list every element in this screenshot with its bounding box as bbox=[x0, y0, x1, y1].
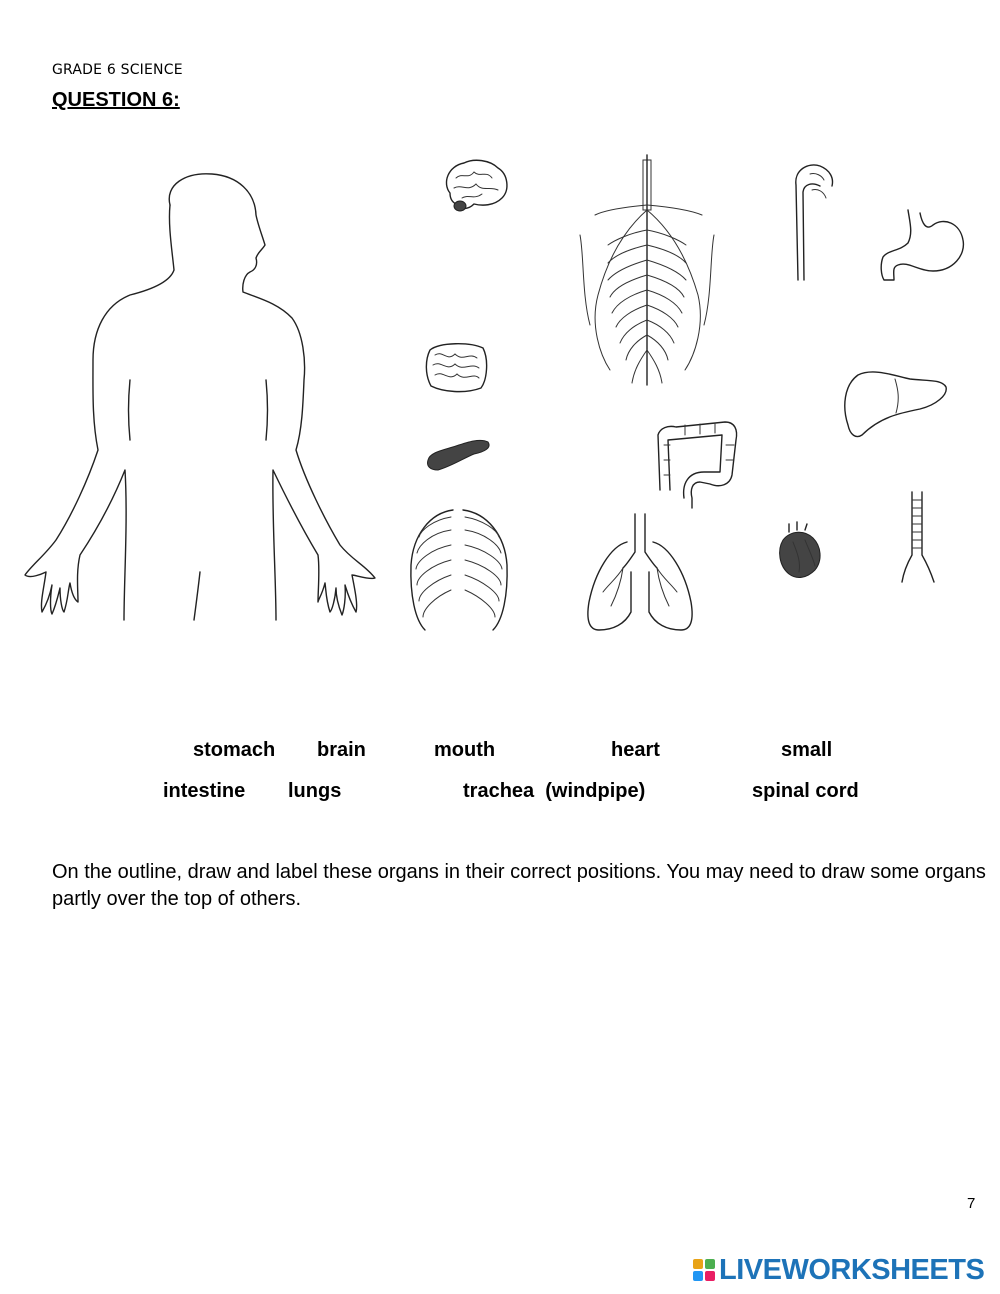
liver-illustration bbox=[840, 365, 950, 440]
word-spinal-cord: spinal cord bbox=[752, 780, 859, 802]
heart-illustration bbox=[775, 522, 825, 582]
brain-illustration bbox=[442, 158, 512, 218]
word-trachea: trachea (windpipe) bbox=[463, 780, 646, 802]
pancreas-illustration bbox=[424, 432, 494, 472]
instructions-text: On the outline, draw and label these organs in their correct positions. You may need to draw some organs partly over the top of others. bbox=[52, 861, 986, 910]
large-intestine-illustration bbox=[650, 410, 745, 515]
question-title: QUESTION 6: bbox=[52, 89, 180, 111]
logo-tiles-icon bbox=[693, 1259, 715, 1281]
logo-text: LIVEWORKSHEETS bbox=[719, 1253, 985, 1286]
word-small: small bbox=[781, 739, 833, 761]
trachea-illustration bbox=[898, 490, 938, 590]
word-stomach: stomach bbox=[193, 739, 276, 761]
word-lungs: lungs bbox=[288, 780, 342, 802]
word-heart: heart bbox=[611, 739, 660, 761]
grade-label: GRADE 6 SCIENCE bbox=[52, 62, 183, 78]
liveworksheets-logo bbox=[693, 1253, 985, 1286]
word-brain: brain bbox=[317, 739, 366, 761]
small-intestine-illustration bbox=[425, 340, 490, 395]
word-intestine: intestine bbox=[163, 780, 246, 802]
page-number: 7 bbox=[967, 1195, 976, 1212]
ribcage-illustration bbox=[405, 505, 515, 635]
stomach-illustration bbox=[878, 205, 973, 285]
spinal-cord-illustration bbox=[570, 155, 750, 400]
word-mouth: mouth bbox=[434, 739, 496, 761]
mouth-esophagus-illustration bbox=[790, 160, 840, 285]
lungs-illustration bbox=[583, 512, 698, 637]
